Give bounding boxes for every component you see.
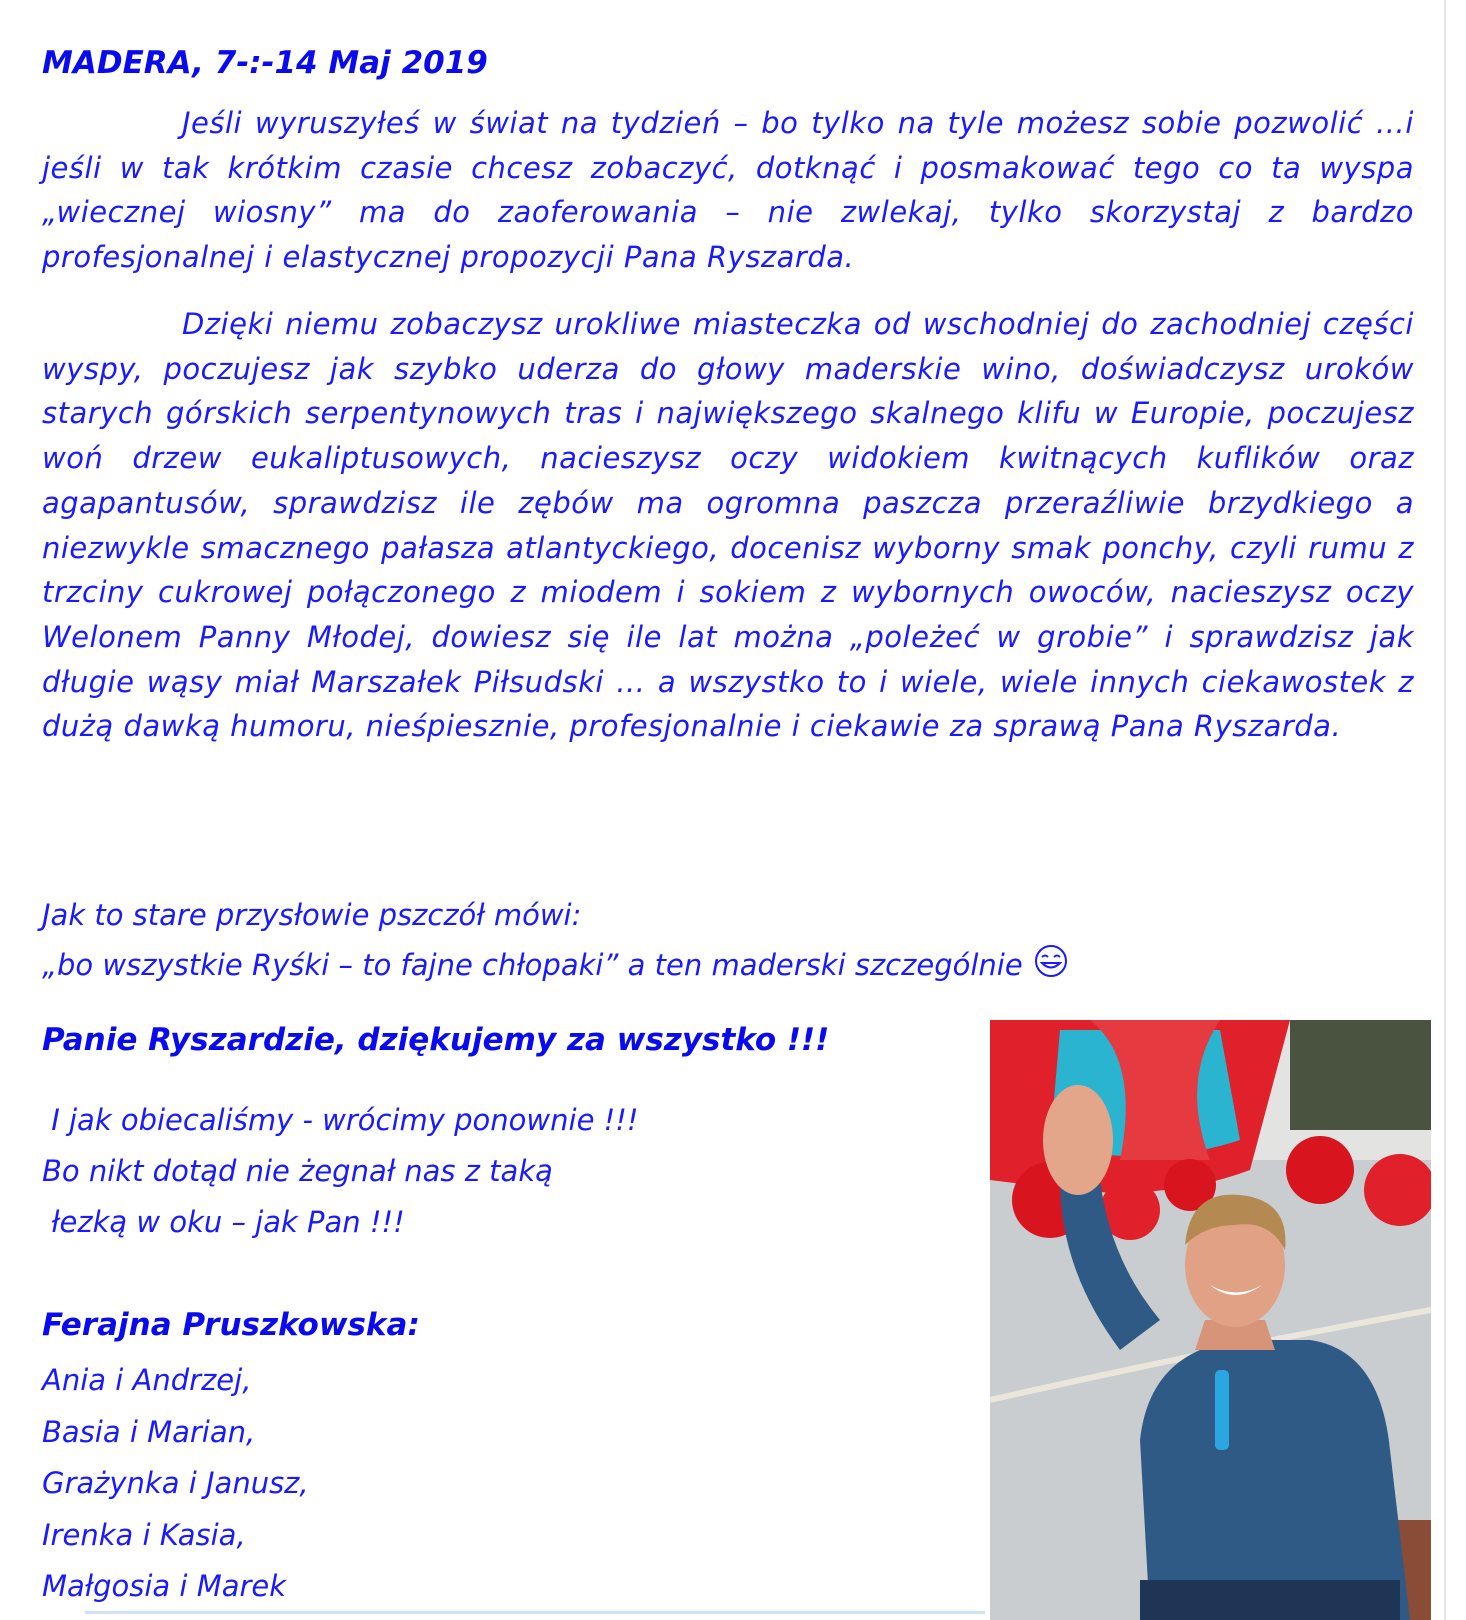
saying-line-1: Jak to stare przysłowie pszczół mówi: <box>42 898 582 932</box>
list-item: Grażynka i Janusz, <box>42 1466 309 1500</box>
page-title: MADERA, 7-:-14 Maj 2019 <box>42 45 488 81</box>
group-title: Ferajna Pruszkowska: <box>42 1307 420 1343</box>
promise-line: łezką w oku – jak Pan !!! <box>42 1205 405 1239</box>
smiley-face-icon <box>1031 942 1071 993</box>
list-item: Ania i Andrzej, <box>42 1363 252 1397</box>
list-item: Irenka i Kasia, <box>42 1517 246 1552</box>
members-list <box>42 1355 309 1613</box>
bottom-divider <box>85 1611 985 1614</box>
promise-line: Bo nikt dotąd nie żegnał nas z taką <box>42 1154 553 1188</box>
tour-paragraph-text: Dzięki niemu zobaczysz urokliwe miasteczka od wschodniej do zachodniej części wyspy, poczujesz jak szybko uderza do głowy maderskie wino, doświadczysz uroków starych górskich serpentynowych tras i największego skalnego klifu w Europie, poczujesz woń drzew eukaliptusowych, nacieszysz oczy widokiem kwitnących kuflików oraz agapantusów, sprawdzisz ile zębów ma ogromna paszcza przeraźliwie brzydkiego a niezwykle smacznego pałasza atlantyckiego, docenisz wyborny smak ponchy, czyli rumu z trzciny cukrowej połączonego z miodem i sokiem z wybornych owoców, nacieszysz oczy Welonem Panny Młodej, dowiesz się ile lat można „poleżeć w grobie” i sprawdzisz jak długie wąsy miał Marszałek Piłsudski … a wszystko to i wiele, wiele innych ciekawostek z dużą dawką humoru, nieśpiesznie, profesjonalnie i ciekawie za sprawą Pana Ryszarda. <box>42 307 1414 744</box>
saying-line-2: „bo wszystkie Ryśki – to fajne chłopaki” a ten maderski szczególnie <box>42 948 1023 982</box>
intro-paragraph <box>42 101 1414 280</box>
bee-saying <box>42 890 1071 993</box>
list-item: Małgosia i Marek <box>42 1569 287 1603</box>
promise-text <box>42 1095 639 1248</box>
thanks-heading: Panie Ryszardzie, dziękujemy za wszystko !!! <box>42 1022 830 1058</box>
page-edge-line <box>1444 0 1446 1620</box>
guide-photo <box>990 1020 1431 1620</box>
intro-paragraph-text: Jeśli wyruszyłeś w świat na tydzień – bo tylko na tyle możesz sobie pozwolić …i jeśli w tak krótkim czasie chcesz zobaczyć, dotknąć i posmakować tego co ta wyspa „wiecznej wiosny” ma do zaoferowania – nie zwlekaj, tylko skorzystaj z bardzo profesjonalnej i elastycznej propozycji Pana Ryszarda. <box>42 106 1414 275</box>
waving-hand <box>1043 1085 1113 1195</box>
shirt <box>1140 1340 1410 1620</box>
tour-paragraph <box>42 302 1414 749</box>
list-item: Basia i Marian, <box>42 1414 256 1449</box>
promise-line: I jak obiecaliśmy - wrócimy ponownie !!! <box>42 1103 639 1137</box>
